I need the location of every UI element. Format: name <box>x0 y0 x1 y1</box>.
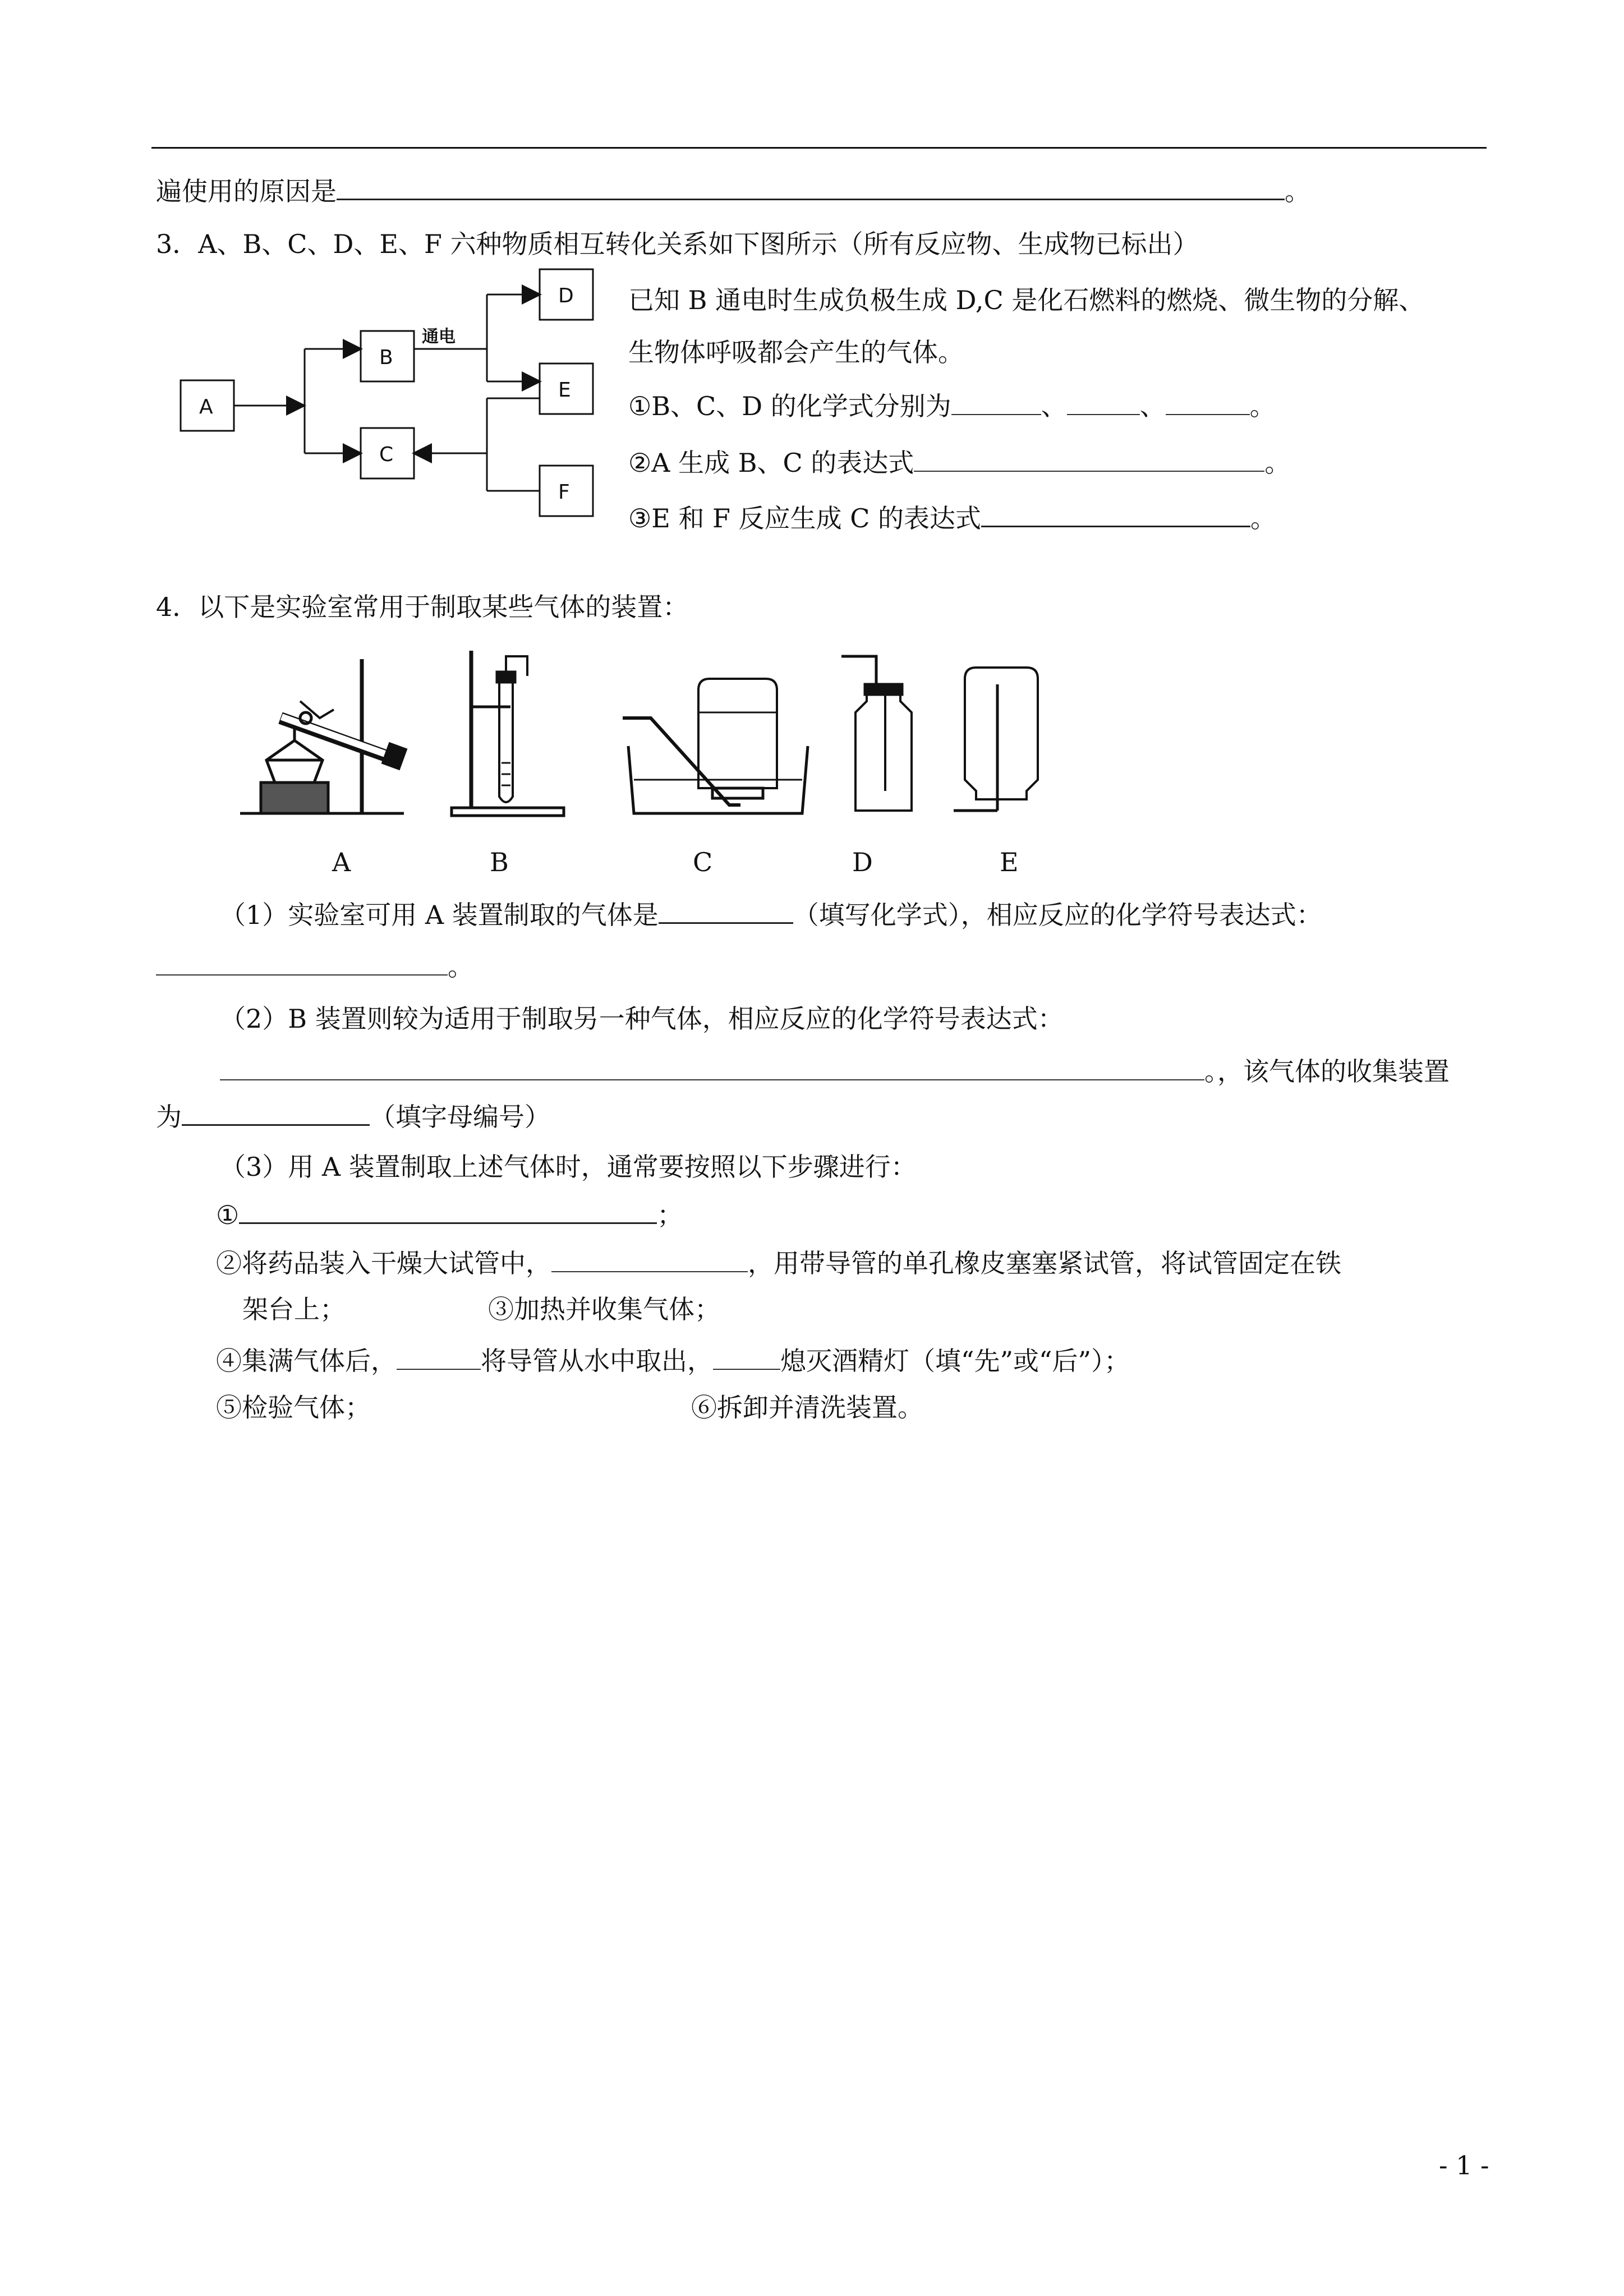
q4-title: 4．以下是实验室常用于制取某些气体的装置： <box>156 592 689 622</box>
apparatus-label-d: D <box>852 847 873 877</box>
node-c-label: C <box>379 443 394 466</box>
q3-sub1 <box>628 389 1276 423</box>
header-rule <box>151 147 1487 149</box>
q4-step4-prefix: ④集满气体后， <box>216 1346 397 1376</box>
apparatus-label-b: B <box>490 847 509 877</box>
intro-prefix: 遍使用的原因是 <box>156 176 337 206</box>
q4-step1-prefix: ① <box>216 1200 240 1230</box>
q3-sub3-suffix: 。 <box>1250 503 1277 533</box>
apparatus-c <box>623 679 808 813</box>
q4-blank-step4a[interactable] <box>397 1344 481 1370</box>
q4-p3-line1: （3）用 A 装置制取上述气体时，通常要按照以下步骤进行： <box>220 1152 917 1182</box>
q4-step6: ⑥拆卸并清洗装置。 <box>691 1392 923 1423</box>
q4-step1-suffix: ； <box>657 1200 683 1230</box>
q3-desc-line1: 已知 B 通电时生成负极生成 D,C 是化石燃料的燃烧、微生物的分解、 <box>628 285 1425 315</box>
q3-sub2 <box>628 446 1290 480</box>
q4-step3: ③加热并收集气体； <box>488 1294 720 1324</box>
q4-p1-mid: （填写化学式），相应反应的化学符号表达式： <box>793 900 1322 930</box>
q4-step2-cont: 架台上； <box>242 1294 346 1324</box>
q4-p2-prefix2: 为 <box>156 1102 182 1132</box>
q3-sub1-sep2: 、 <box>1139 391 1166 421</box>
node-a-label: A <box>199 395 213 418</box>
q3-sub2-suffix: 。 <box>1264 448 1291 478</box>
q4-apparatus-figure <box>236 645 1055 830</box>
q3-sub2-prefix: ②A 生成 B、C 的表达式 <box>628 448 914 478</box>
q4-p1-prefix: （1）实验室可用 A 装置制取的气体是 <box>220 900 659 930</box>
q4-blank-reaction-a[interactable] <box>156 950 448 976</box>
q4-blank-step4b[interactable] <box>713 1344 780 1370</box>
apparatus-label-c: C <box>693 847 713 877</box>
page-number: - 1 - <box>1439 2150 1489 2180</box>
q3-sub3-prefix: ③E 和 F 反应生成 C 的表达式 <box>628 503 982 533</box>
q4-step2 <box>216 1246 1341 1280</box>
q4-p1-cont <box>156 950 473 983</box>
q3-blank-ef-to-c[interactable] <box>981 501 1250 527</box>
node-d-label: D <box>558 284 574 307</box>
node-f-label: F <box>558 481 570 504</box>
q3-flow-diagram <box>168 264 617 527</box>
intro-line <box>156 174 1310 208</box>
q4-blank-gas-a[interactable] <box>659 898 793 924</box>
q4-step4-suffix: 熄灭酒精灯（填“先”或“后”）； <box>780 1346 1130 1376</box>
q4-step2-suffix: ，用带导管的单孔橡皮塞塞紧试管，将试管固定在铁 <box>748 1248 1341 1278</box>
q3-blank-c[interactable] <box>1067 389 1140 415</box>
q4-p2-line1: （2）B 装置则较为适用于制取另一种气体，相应反应的化学符号表达式： <box>220 1004 1064 1034</box>
intro-blank[interactable] <box>337 174 1285 200</box>
q3-sub1-prefix: ①B、C、D 的化学式分别为 <box>628 391 951 421</box>
q4-p2-mid: 。，该气体的收集装置 <box>1204 1056 1450 1087</box>
q4-blank-reaction-b[interactable] <box>220 1055 1204 1080</box>
q4-blank-collection[interactable] <box>182 1099 370 1126</box>
node-e-label: E <box>558 379 571 402</box>
q4-p2-line3 <box>156 1099 550 1134</box>
apparatus-label-e: E <box>1000 847 1019 877</box>
q3-sub1-sep1: 、 <box>1041 391 1067 421</box>
q3-title: 3．A、B、C、D、E、F 六种物质相互转化关系如下图所示（所有反应物、生成物已标出） <box>156 229 1199 259</box>
q4-blank-step1[interactable] <box>239 1198 657 1224</box>
intro-suffix: 。 <box>1285 176 1310 206</box>
q3-blank-a-to-bc[interactable] <box>914 446 1264 472</box>
q4-p1-end: 。 <box>448 951 473 982</box>
q3-sub3 <box>628 501 1276 535</box>
q3-blank-b[interactable] <box>951 389 1041 415</box>
q3-desc-line2: 生物体呼吸都会产生的气体。 <box>628 337 964 367</box>
q3-blank-d[interactable] <box>1166 389 1250 415</box>
q4-p2-suffix2: （填字母编号） <box>370 1102 550 1132</box>
q4-step1 <box>216 1198 683 1232</box>
apparatus-d <box>841 656 912 811</box>
q4-step2-prefix: ②将药品装入干燥大试管中， <box>216 1248 551 1278</box>
apparatus-e <box>954 668 1038 811</box>
q4-step5: ⑤检验气体； <box>216 1392 371 1423</box>
edge-label-electrolysis: 通电 <box>422 327 456 347</box>
q4-step4-mid: 将导管从水中取出， <box>481 1346 713 1376</box>
node-b-label: B <box>379 346 393 369</box>
q4-p1 <box>220 898 1322 932</box>
q3-sub1-suffix: 。 <box>1249 391 1276 421</box>
apparatus-a <box>240 659 406 813</box>
q4-blank-step2[interactable] <box>551 1246 748 1272</box>
apparatus-b <box>452 651 564 816</box>
apparatus-label-a: A <box>332 847 351 877</box>
q4-step4 <box>216 1344 1130 1378</box>
q4-p2-line2 <box>220 1055 1450 1088</box>
